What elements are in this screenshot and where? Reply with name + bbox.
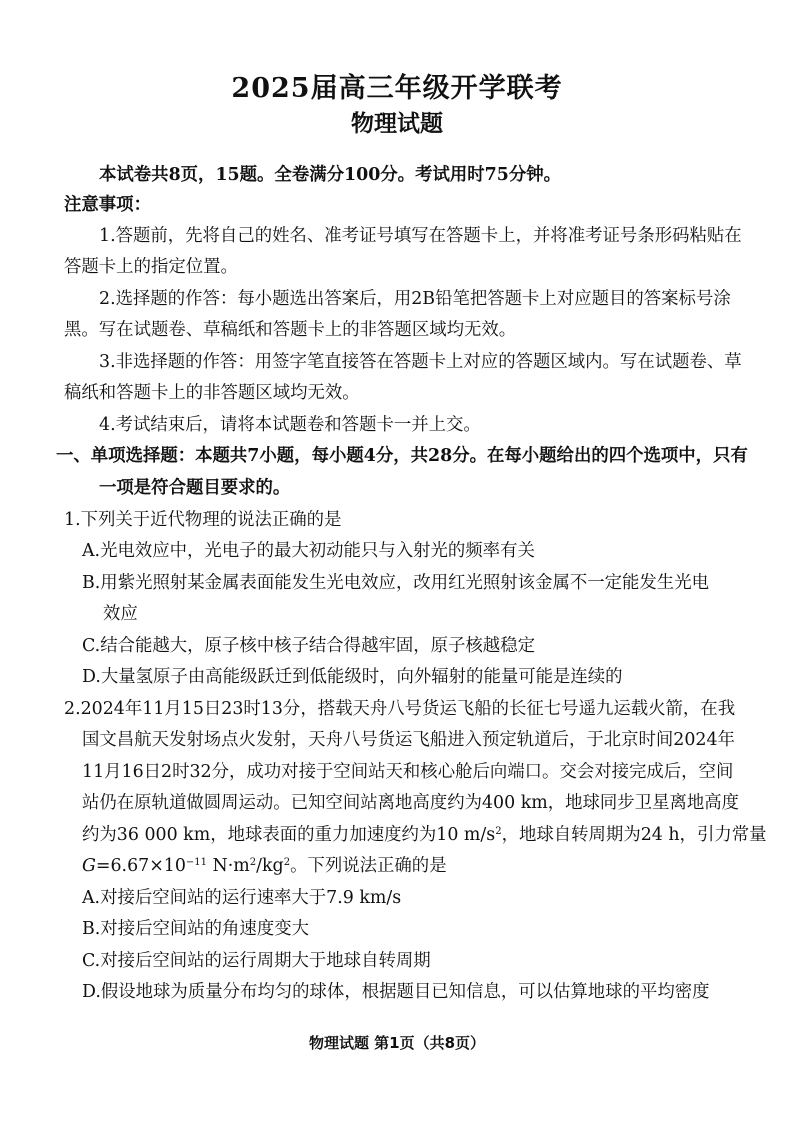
q2-superscript: 2 [283,857,291,868]
section-1-heading: 一、单项选择题：本题共7小题，每小题4分，共28分。在每小题给出的四个选项中，只有 [56,446,748,466]
q2-text-5b: ，地球自转周期为24 h，引力常量 [501,825,767,845]
notice-2-line-2: 黑。写在试题卷、草稿纸和答题卡上的非答题区域均无效。 [64,320,517,340]
exam-summary: 本试卷共8页，15题。全卷满分100分。考试用时75分钟。 [99,165,562,185]
notice-2-line-1: 2.选择题的作答：每小题选出答案后，用2B铅笔把答题卡上对应题目的答案标号涂 [99,289,731,309]
question-2-stem-line-1: 2.2024年11月15日23时13分，搭载天舟八号货运飞船的长征七号遥九运载火箭，在我 [64,699,736,719]
gravitational-constant-symbol: G [82,856,96,876]
question-2-stem-line-6 [82,855,447,877]
question-2-option-b: B.对接后空间站的角速度变大 [82,919,309,939]
q2-text-6c: /kg [256,856,284,876]
page-footer: 物理试题 第1页（共8页） [308,1034,486,1052]
q2-exponent: −11 [185,857,208,868]
notice-3-line-2: 稿纸和答题卡上的非答题区域均无效。 [64,383,360,403]
question-1-stem: 1.下列关于近代物理的说法正确的是 [64,510,342,530]
notice-heading: 注意事项： [64,195,151,215]
question-1-option-b: B.用紫光照射某金属表面能发生光电效应，改用红光照射该金属不一定能发生光电 [82,573,709,593]
notice-4-line-1: 4.考试结束后，请将本试题卷和答题卡一并上交。 [99,415,481,435]
question-2-stem-line-5 [82,824,767,846]
q2-superscript: 2 [495,826,502,837]
question-1-option-a: A.光电效应中，光电子的最大初动能只与入射光的频率有关 [82,541,535,561]
question-2-option-c: C.对接后空间站的运行周期大于地球自转周期 [82,951,431,971]
question-2-stem-line-4: 站仍在原轨道做圆周运动。已知空间站离地高度约为400 km，地球同步卫星离地高度 [82,793,740,813]
q2-text-6a: =6.67×10 [95,856,186,876]
notice-1-line-1: 1.答题前，先将自己的姓名、准考证号填写在答题卡上，并将准考证号条形码粘贴在 [99,226,742,246]
exam-subject-title: 物理试题 [351,110,443,137]
section-1-heading-cont: 一项是符合题目要求的。 [99,478,291,498]
q2-text-6b: N·m [207,856,250,876]
question-2-stem-line-3: 11月16日2时32分，成功对接于空间站天和核心舱后向端口。交会对接完成后，空间 [82,762,734,782]
question-1-option-b-cont: 效应 [103,604,138,624]
q2-superscript: 2 [249,857,257,868]
question-2-option-d: D.假设地球为质量分布均匀的球体，根据题目已知信息，可以估算地球的平均密度 [82,982,710,1002]
q2-text-6d: 。下列说法正确的是 [290,856,447,876]
q2-text-5a: 约为36 000 km，地球表面的重力加速度约为10 m/s [82,825,496,845]
question-1-option-d: D.大量氢原子由高能级跃迁到低能级时，向外辐射的能量可能是连续的 [82,667,623,687]
exam-title: 2025届高三年级开学联考 [231,73,563,104]
question-1-option-c: C.结合能越大，原子核中核子结合得越牢固，原子核越稳定 [82,636,535,656]
question-2-option-a: A.对接后空间站的运行速率大于7.9 km/s [82,888,402,908]
question-2-stem-line-2: 国文昌航天发射场点火发射，天舟八号货运飞船进入预定轨道后，于北京时间2024年 [82,730,735,750]
notice-3-line-1: 3.非选择题的作答：用签字笔直接答在答题卡上对应的答题区域内。写在试题卷、草 [99,352,742,372]
notice-1-line-2: 答题卡上的指定位置。 [64,257,238,277]
